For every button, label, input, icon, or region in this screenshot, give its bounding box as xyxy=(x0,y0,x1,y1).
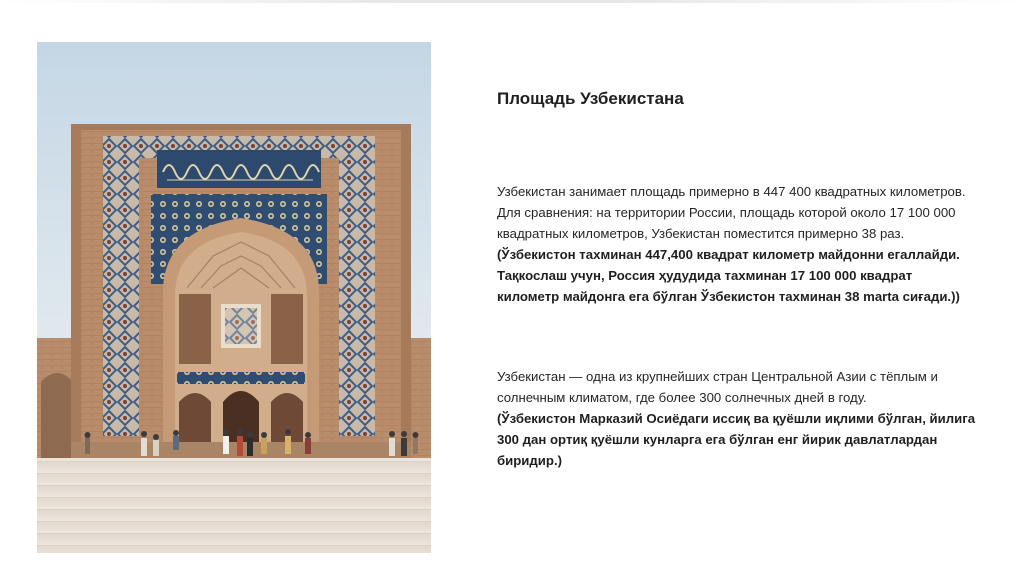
area-text-ru: Узбекистан занимает площадь примерно в 447 400 квадратных километров. Для сравнения: на территории России, площадь которой около 17 100 000 квадратных километров, Узбекистан поместится примерно 38 раз. xyxy=(497,184,966,241)
calligraphy-frieze xyxy=(157,150,321,188)
area-text-uz: (Ўзбекистон тахминан 447,400 квадрат километр майдонни егаллайди. Тақкослаш учун, Россия ҳудудида тахминан 17 100 000 квадрат километр майдонга ега бўлган Ўзбекистон тахминан 38 marta сиғади.)) xyxy=(497,247,960,304)
madrasa-photo xyxy=(37,42,431,553)
top-divider xyxy=(0,0,1024,3)
area-paragraph xyxy=(497,181,977,307)
plaza xyxy=(37,458,431,553)
climate-text-ru: Узбекистан — одна из крупнейших стран Центральной Азии с тёплым и солнечным климатом, где более 300 солнечных дней в году. xyxy=(497,369,938,405)
slide-title: Площадь Узбекистана xyxy=(497,89,684,108)
climate-text-uz: (Ўзбекистон Марказий Осиёдаги иссиқ ва қуёшли иқлими бўлган, йилига 300 дан ортиқ қуёшли кунларга ега бўлган енг йирик давлатлардан биридир.) xyxy=(497,411,976,468)
climate-paragraph xyxy=(497,366,977,471)
